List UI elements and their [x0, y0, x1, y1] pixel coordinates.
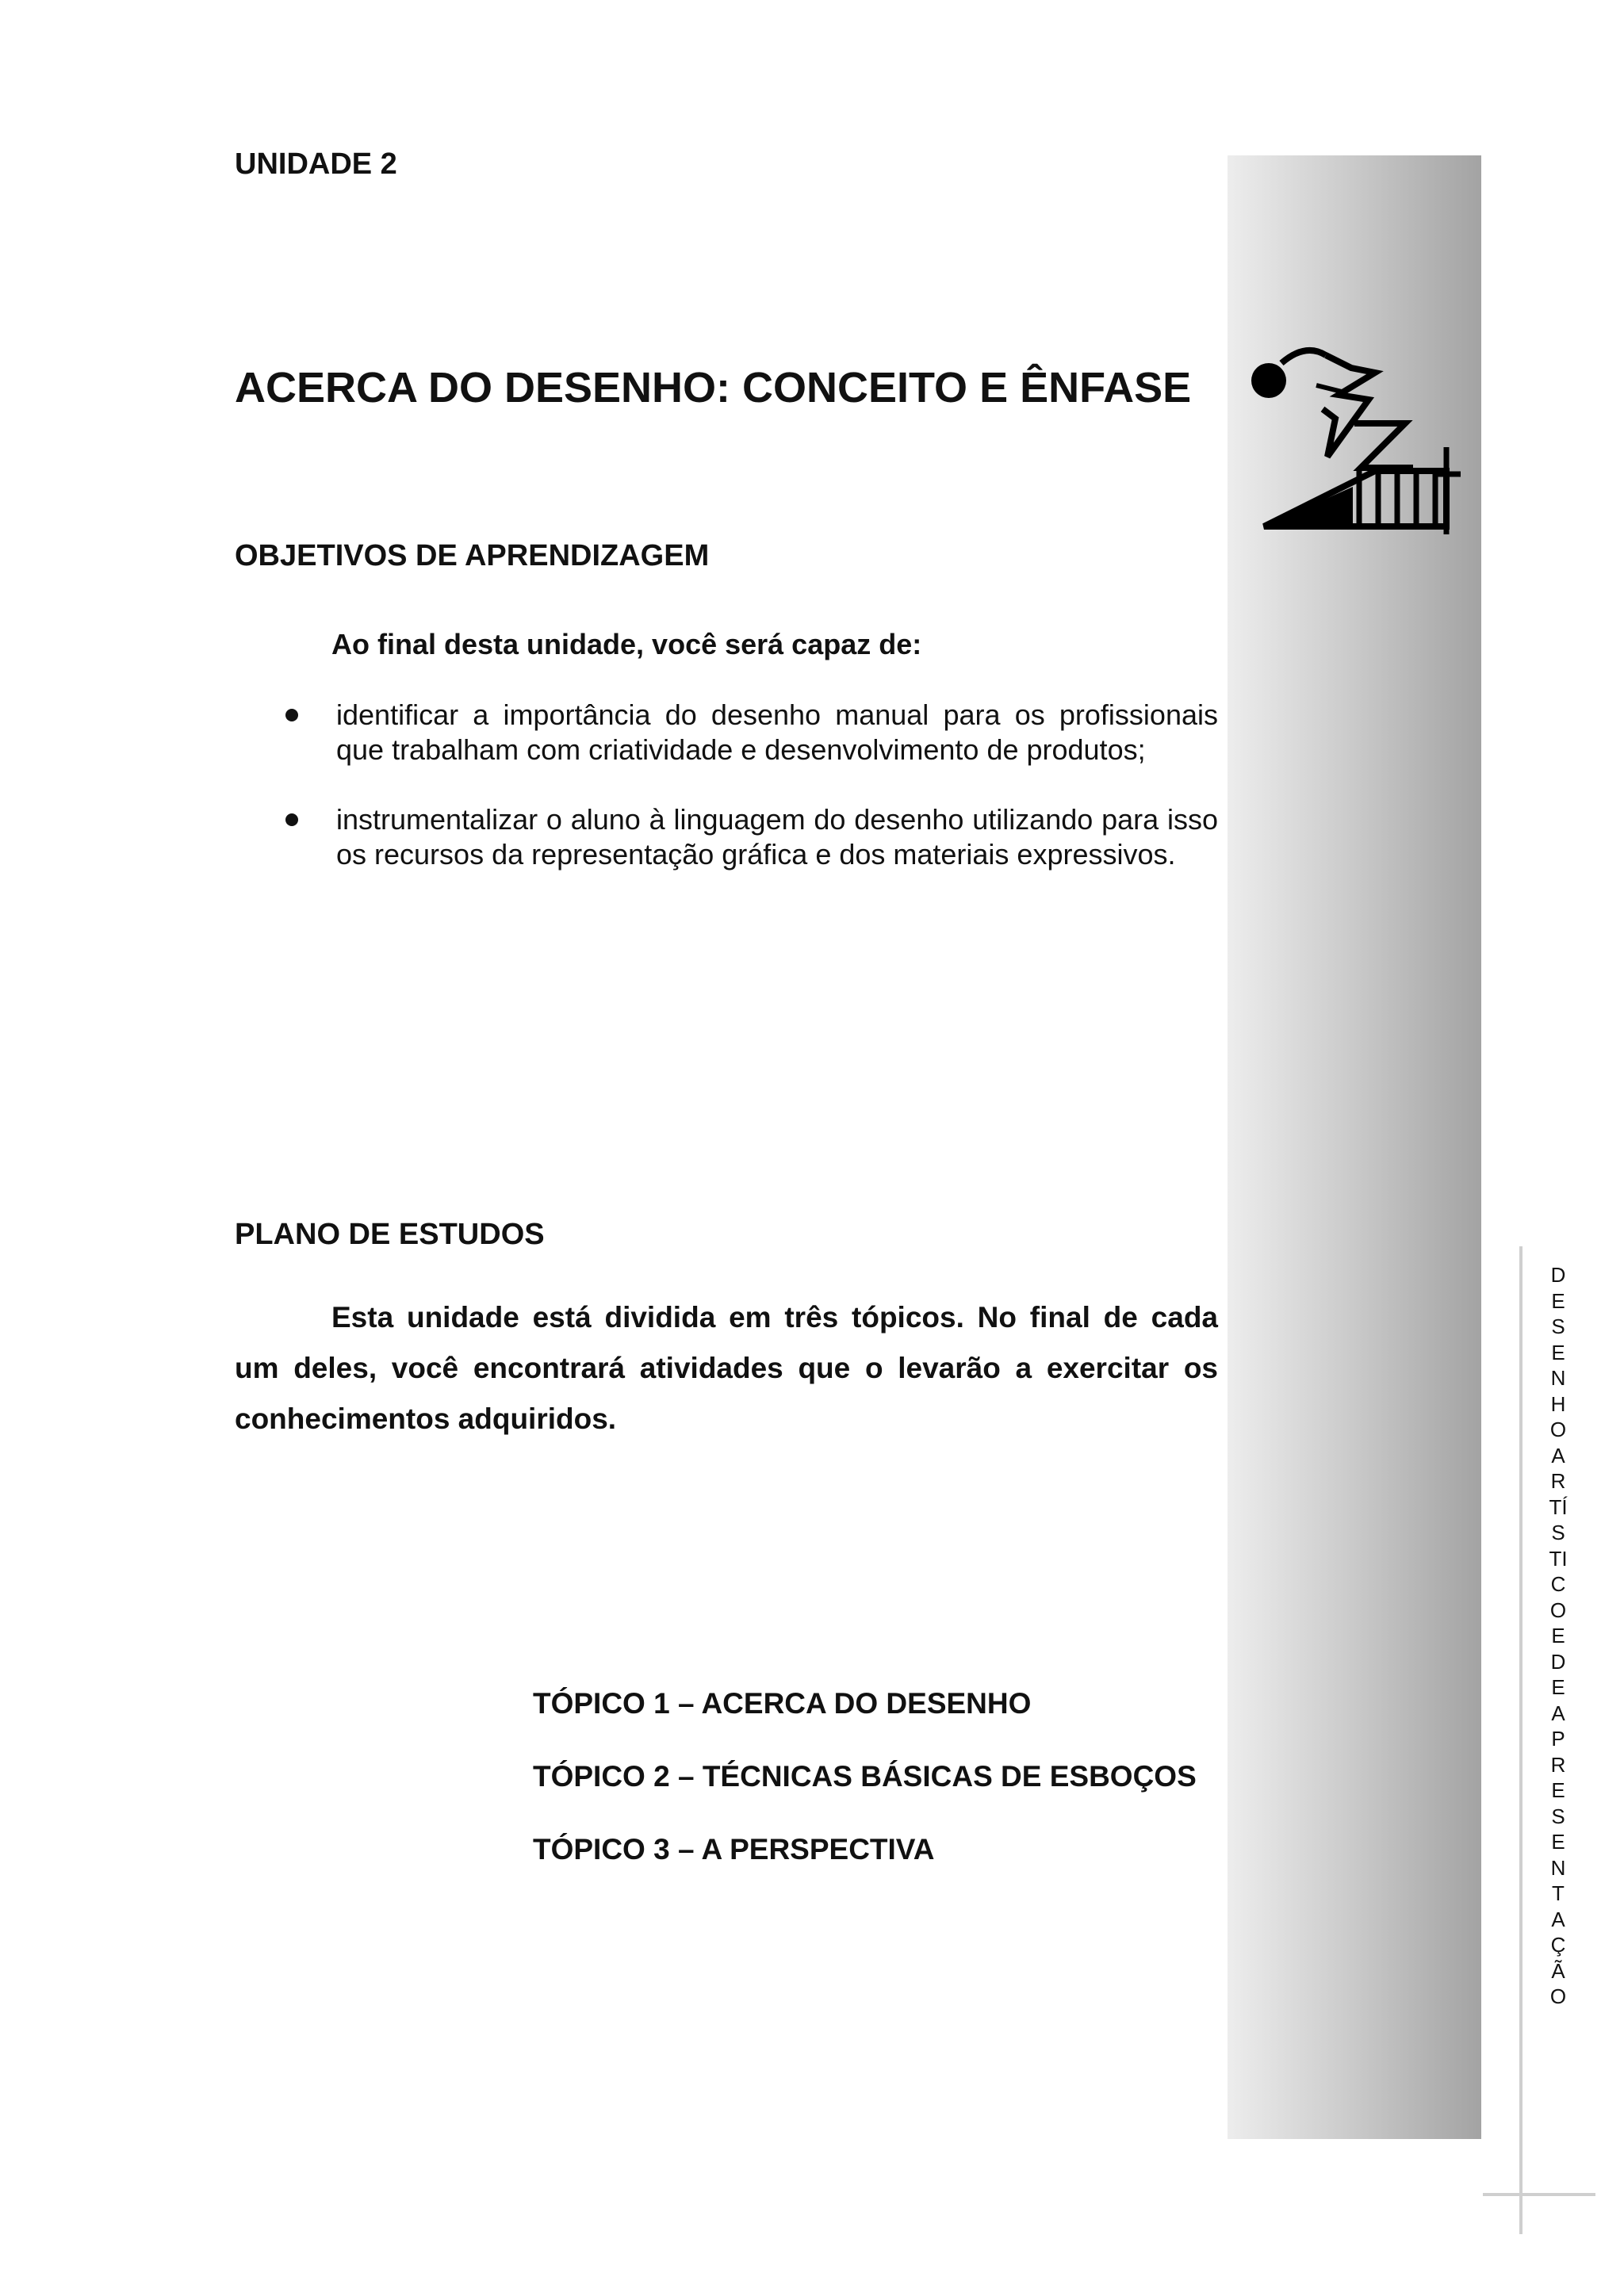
topic-1: TÓPICO 1 – ACERCA DO DESENHO	[533, 1687, 1032, 1720]
bullet-dot-icon	[285, 709, 298, 721]
list-item	[285, 802, 1218, 872]
plan-paragraph: Esta unidade está dividida em três tópicos. No final de cada um deles, você encontrará atividades que o levarão a exercitar os conhecimentos adquiridos.	[235, 1301, 1218, 1435]
list-item	[285, 698, 1218, 767]
objective-text: instrumentalizar o aluno à linguagem do desenho utilizando para isso os recursos da representação gráfica e dos materiais expressivos.	[336, 803, 1218, 871]
objectives-list	[285, 698, 1218, 907]
topic-2: TÓPICO 2 – TÉCNICAS BÁSICAS DE ESBOÇOS	[533, 1760, 1197, 1793]
unit-label: UNIDADE 2	[235, 147, 397, 181]
page-title: ACERCA DO DESENHO: CONCEITO E ÊNFASE	[235, 364, 1192, 411]
objectives-intro: Ao final desta unidade, você será capaz de:	[331, 628, 922, 660]
unit-2-emblem-icon	[1250, 331, 1464, 539]
objectives-heading: OBJETIVOS DE APRENDIZAGEM	[235, 539, 710, 572]
plan-heading: PLANO DE ESTUDOS	[235, 1218, 545, 1251]
side-rule-horizontal	[1483, 2193, 1595, 2196]
side-rule-vertical	[1519, 1246, 1522, 2234]
objective-text: identificar a importância do desenho manual para os profissionais que trabalham com criatividade e desenvolvimento de produtos;	[336, 698, 1218, 766]
vertical-book-title: DESENHO ARTÍSTICO E DE APRESENTAÇÃO	[1549, 1263, 1568, 2008]
bullet-dot-icon	[285, 813, 298, 826]
topics-list	[533, 1687, 1197, 1906]
topic-3: TÓPICO 3 – A PERSPECTIVA	[533, 1833, 935, 1866]
